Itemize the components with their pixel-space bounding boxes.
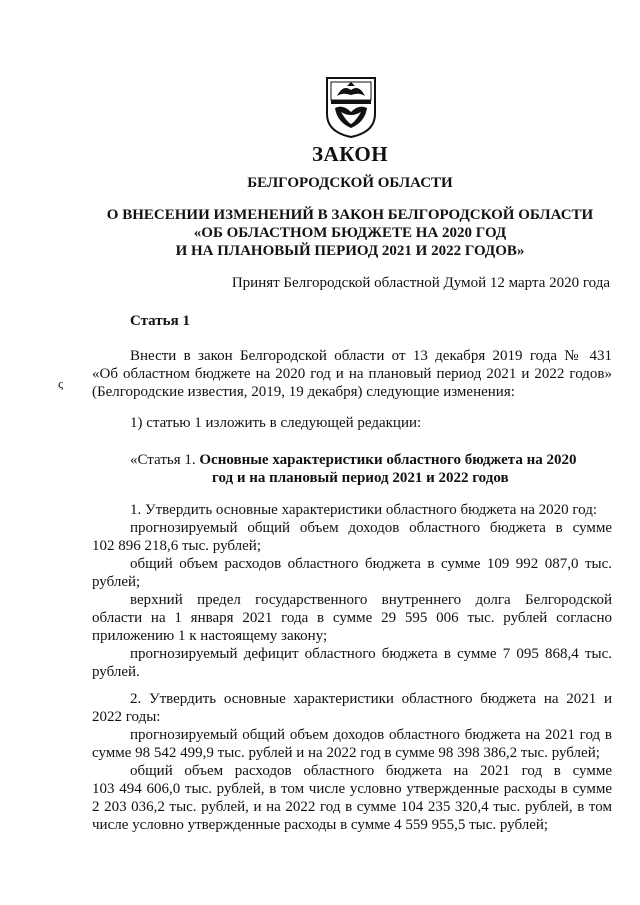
quoted-article-heading (130, 451, 620, 487)
article-heading: Статья 1 (130, 313, 190, 329)
paragraph: прогнозируемый дефицит областного бюджета в сумме 7 095 868,4 тыс. (130, 646, 612, 662)
paragraph: 102 896 218,6 тыс. рублей; (92, 538, 261, 554)
paragraph: рублей; (92, 574, 141, 590)
amendment-item-text: 1) статью 1 изложить в следующей редакции: (130, 415, 422, 431)
law-title-line: О ВНЕСЕНИИ ИЗМЕНЕНИЙ В ЗАКОН БЕЛГОРОДСКОЙ ОБЛАСТИ (106, 207, 594, 223)
paragraph: 1. Утвердить основные характеристики областного бюджета на 2020 год: (130, 502, 598, 518)
coat-of-arms-emblem (325, 76, 377, 138)
paragraph: прогнозируемый общий объем доходов областного бюджета в сумме (130, 520, 612, 536)
paragraph: верхний предел государственного внутреннего долга Белгородской (130, 592, 612, 608)
margin-mark: ς (58, 376, 64, 391)
amendment-item (92, 414, 612, 432)
paragraph: рублей. (92, 664, 140, 680)
law-title-line: «ОБ ОБЛАСТНОМ БЮДЖЕТЕ НА 2020 ГОД (193, 225, 507, 241)
law-title-line: И НА ПЛАНОВЫЙ ПЕРИОД 2021 И 2022 ГОДОВ» (175, 243, 525, 259)
paragraph: числе условно утвержденные расходы в сумме 4 559 955,5 тыс. рублей; (92, 817, 549, 833)
paragraph: прогнозируемый общий объем доходов областного бюджета на 2021 год в (130, 727, 612, 743)
paragraph: области на 1 января 2021 года в сумме 29 595 006 тыс. рублей согласно (92, 610, 612, 626)
paragraph: 2 203 036,2 тыс. рублей, и на 2022 год в сумме 104 235 320,4 тыс. рублей, в том (92, 799, 612, 815)
intro-line: (Белгородские известия, 2019, 19 декабря) следующие изменения: (92, 384, 515, 400)
paragraph: приложению 1 к настоящему закону; (92, 628, 328, 644)
paragraph: сумме 98 542 499,9 тыс. рублей и на 2022 год в сумме 98 398 386,2 тыс. рублей; (92, 745, 600, 761)
quoted-article-label: «Статья 1. (130, 452, 196, 468)
document-type-heading: ЗАКОН (311, 142, 389, 166)
quoted-article-title: Основные характеристики областного бюджета на 2020 (199, 452, 577, 468)
adoption-note: Принят Белгородской областной Думой 12 марта 2020 года (231, 275, 610, 291)
paragraph: 2. Утвердить основные характеристики областного бюджета на 2021 и (130, 691, 612, 707)
section-1 (92, 501, 612, 681)
section-2 (92, 690, 612, 834)
intro-line: «Об областном бюджете на 2020 год и на плановый период 2021 и 2022 годов» (92, 366, 612, 382)
paragraph: 2022 годы: (92, 709, 161, 725)
intro-line: Внести в закон Белгородской области от 13 декабря 2019 года № 431 (130, 348, 612, 364)
paragraph: 103 494 606,0 тыс. рублей, в том числе условно утвержденные расходы в сумме (92, 781, 612, 797)
region-heading: БЕЛГОРОДСКОЙ ОБЛАСТИ (247, 175, 453, 191)
paragraph: общий объем расходов областного бюджета в сумме 109 992 087,0 тыс. (130, 556, 612, 572)
article-intro (92, 347, 612, 401)
paragraph: общий объем расходов областного бюджета на 2021 год в сумме (130, 763, 612, 779)
quoted-article-title: год и на плановый период 2021 и 2022 годов (212, 470, 509, 486)
law-title (0, 206, 640, 260)
